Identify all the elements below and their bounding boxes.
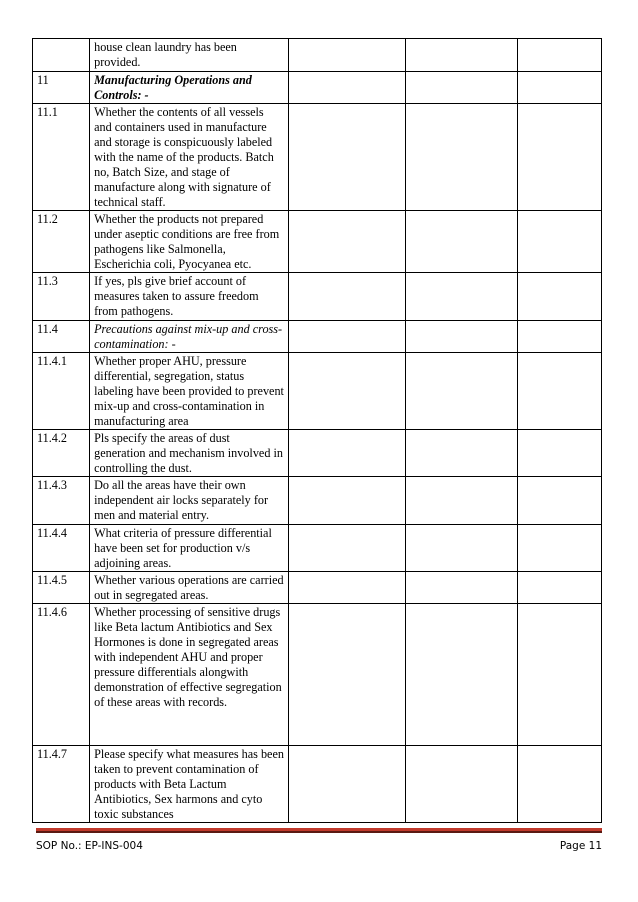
response-cell-b	[406, 72, 518, 104]
table-row	[33, 746, 602, 823]
response-cell-a	[288, 746, 405, 823]
item-description: Whether various operations are carried out in segregated areas.	[90, 572, 289, 604]
item-number: 11.4	[33, 321, 90, 353]
response-cell-b	[406, 211, 518, 273]
response-cell-a	[288, 321, 405, 353]
item-number: 11.4.2	[33, 430, 90, 477]
response-cell-a	[288, 525, 405, 572]
item-number: 11.1	[33, 104, 90, 211]
response-cell-a	[288, 104, 405, 211]
response-cell-a	[288, 273, 405, 321]
item-description: Whether processing of sensitive drugs like Beta lactum Antibiotics and Sex Hormones is done in segregated areas with independent AHU and proper pressure differentials alongwith demonstration of effective segregation of these areas with records.	[90, 604, 289, 746]
item-description: Whether proper AHU, pressure differential, segregation, status labeling have been provided to prevent mix-up and cross-contamination in manufacturing area	[90, 353, 289, 430]
response-cell-a	[288, 604, 405, 746]
response-cell-b	[406, 525, 518, 572]
response-cell-b	[406, 746, 518, 823]
response-cell-c	[518, 39, 602, 72]
item-number: 11.3	[33, 273, 90, 321]
item-description: Pls specify the areas of dust generation and mechanism involved in controlling the dust.	[90, 430, 289, 477]
response-cell-c	[518, 273, 602, 321]
response-cell-c	[518, 572, 602, 604]
sop-number: SOP No.: EP-INS-004	[36, 840, 143, 852]
table-row	[33, 477, 602, 525]
response-cell-a	[288, 72, 405, 104]
response-cell-a	[288, 430, 405, 477]
response-cell-b	[406, 104, 518, 211]
response-cell-b	[406, 572, 518, 604]
page-number: Page 11	[559, 840, 602, 852]
item-number: 11	[33, 72, 90, 104]
table-row	[33, 572, 602, 604]
table-row	[33, 273, 602, 321]
table-row	[33, 353, 602, 430]
item-number: 11.4.5	[33, 572, 90, 604]
table-row	[33, 104, 602, 211]
response-cell-b	[406, 321, 518, 353]
table-row	[33, 72, 602, 104]
response-cell-b	[406, 353, 518, 430]
item-number: 11.4.3	[33, 477, 90, 525]
response-cell-a	[288, 39, 405, 72]
table-row	[33, 321, 602, 353]
item-number: 11.2	[33, 211, 90, 273]
response-cell-a	[288, 211, 405, 273]
response-cell-c	[518, 321, 602, 353]
response-cell-c	[518, 525, 602, 572]
response-cell-a	[288, 477, 405, 525]
response-cell-b	[406, 39, 518, 72]
item-description: Whether the contents of all vessels and containers used in manufacture and storage is conspicuously labeled with the name of the products. Batch no, Batch Size, and stage of manufacture along with signature of technical staff.	[90, 104, 289, 211]
item-description: house clean laundry has been provided.	[90, 39, 289, 72]
item-number: 11.4.4	[33, 525, 90, 572]
item-number: 11.4.7	[33, 746, 90, 823]
response-cell-a	[288, 572, 405, 604]
table-row	[33, 604, 602, 746]
item-number: 11.4.6	[33, 604, 90, 746]
item-description: Please specify what measures has been taken to prevent contamination of products with Beta Lactum Antibiotics, Sex harmons and cyto toxic substances	[90, 746, 289, 823]
response-cell-b	[406, 604, 518, 746]
table-row	[33, 430, 602, 477]
response-cell-c	[518, 72, 602, 104]
response-cell-c	[518, 353, 602, 430]
table-row	[33, 211, 602, 273]
response-cell-b	[406, 430, 518, 477]
response-cell-b	[406, 477, 518, 525]
checklist-body	[33, 39, 602, 823]
item-description: What criteria of pressure differential have been set for production v/s adjoining areas.	[90, 525, 289, 572]
table-row	[33, 525, 602, 572]
table-row	[33, 39, 602, 72]
footer-rule-dark	[36, 831, 602, 833]
item-description: Whether the products not prepared under aseptic conditions are free from pathogens like Salmonella, Escherichia coli, Pyocyanea etc.	[90, 211, 289, 273]
inspection-checklist-table	[32, 38, 602, 823]
response-cell-c	[518, 104, 602, 211]
item-description: Manufacturing Operations and Controls: -	[90, 72, 289, 104]
response-cell-c	[518, 211, 602, 273]
response-cell-c	[518, 477, 602, 525]
response-cell-a	[288, 353, 405, 430]
item-description: If yes, pls give brief account of measures taken to assure freedom from pathogens.	[90, 273, 289, 321]
response-cell-b	[406, 273, 518, 321]
item-description: Do all the areas have their own independent air locks separately for men and material entry.	[90, 477, 289, 525]
response-cell-c	[518, 604, 602, 746]
item-description: Precautions against mix-up and cross-contamination: -	[90, 321, 289, 353]
response-cell-c	[518, 430, 602, 477]
item-number: 11.4.1	[33, 353, 90, 430]
response-cell-c	[518, 746, 602, 823]
item-number	[33, 39, 90, 72]
